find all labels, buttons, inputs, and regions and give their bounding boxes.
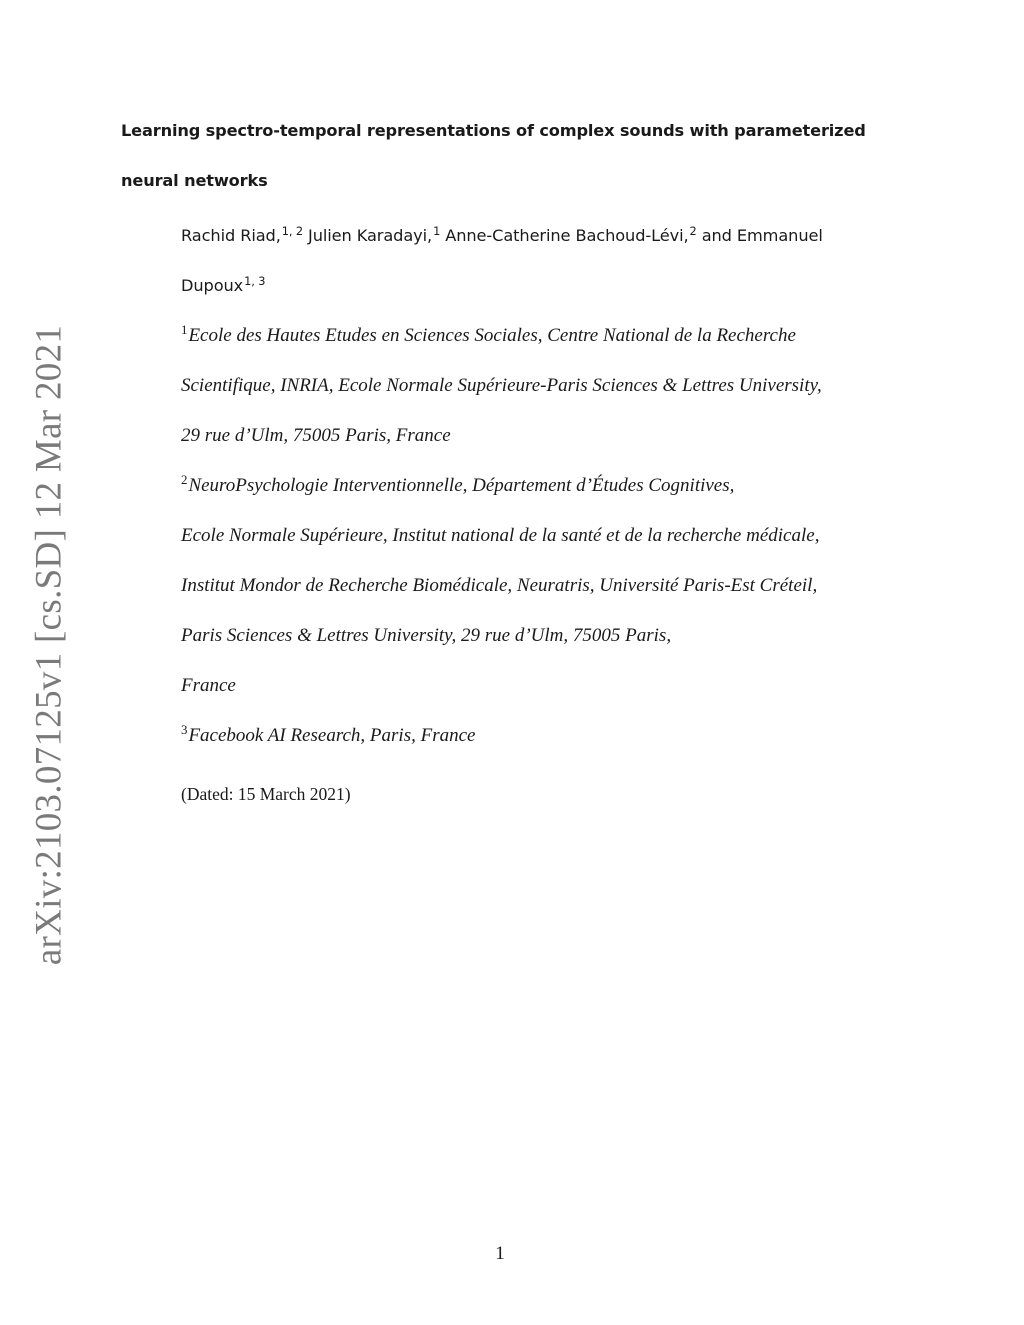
affiliation-2-line-3: Institut Mondor de Recherche Biomédicale, Neuratris, Université Paris-Est Créteil,: [181, 575, 818, 596]
affiliation-text: Facebook AI Research, Paris, France: [188, 725, 476, 746]
author-list-line-1: [181, 223, 823, 245]
author-affiliation-marker: 1: [433, 223, 441, 238]
affiliation-1-line-3: 29 rue d’Ulm, 75005 Paris, France: [181, 425, 451, 446]
author-affiliation-marker: 2: [689, 223, 697, 238]
author-name: Julien Karadayi,: [308, 226, 433, 245]
affiliation-marker: 3: [181, 721, 188, 737]
author-affiliation-marker: 1, 3: [244, 273, 266, 288]
dated-line: (Dated: 15 March 2021): [181, 784, 351, 804]
affiliation-2-line-2: Ecole Normale Supérieure, Institut national de la santé et de la recherche médicale,: [181, 525, 820, 546]
author-name: Rachid Riad,: [181, 226, 281, 245]
affiliation-3-line-1: [181, 721, 476, 746]
affiliation-1-line-1: [181, 321, 796, 346]
author-name: Anne-Catherine Bachoud-Lévi,: [445, 226, 689, 245]
arxiv-identifier: arXiv:2103.07125v1 [cs.SD] 12 Mar 2021: [28, 324, 70, 966]
affiliation-text: Ecole des Hautes Etudes en Sciences Sociales, Centre National de la Recherche: [188, 325, 796, 346]
author-affiliation-marker: 1, 2: [281, 223, 303, 238]
affiliation-2-line-1: [181, 471, 735, 496]
affiliation-2-line-5: France: [181, 675, 236, 696]
affiliation-marker: 2: [181, 471, 188, 487]
author-name-prefix: and Emmanuel: [701, 226, 823, 245]
affiliation-2-line-4: Paris Sciences & Lettres University, 29 rue d’Ulm, 75005 Paris,: [181, 625, 672, 646]
paper-title-line-1: Learning spectro-temporal representations of complex sounds with parameterized: [121, 121, 866, 140]
author-name: Dupoux: [181, 276, 244, 295]
affiliation-1-line-2: Scientifique, INRIA, Ecole Normale Supérieure-Paris Sciences & Lettres University,: [181, 375, 822, 396]
affiliation-text: NeuroPsychologie Interventionnelle, Département d’Études Cognitives,: [188, 475, 735, 496]
author-list-line-2: [181, 273, 266, 295]
paper-title-line-2: neural networks: [121, 171, 268, 190]
page-number: 1: [495, 1243, 505, 1264]
affiliation-marker: 1: [181, 321, 188, 337]
